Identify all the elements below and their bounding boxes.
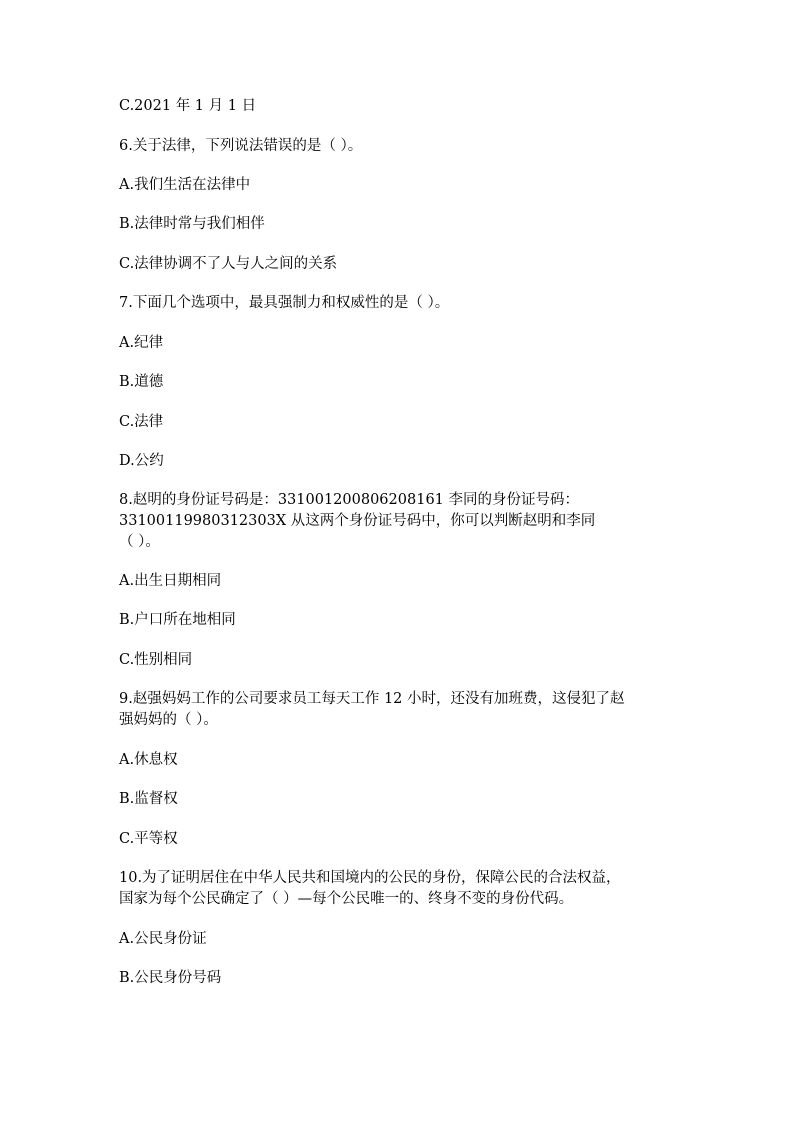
q6-question: 6.关于法律，下列说法错误的是（ ）。	[119, 138, 363, 154]
q10-question-line2: 国家为每个公民确定了（ ）—每个公民唯一的、终身不变的身份代码。	[119, 891, 574, 907]
q6-option-c: C.法律协调不了人与人之间的关系	[119, 256, 338, 272]
q9-option-b: B.监督权	[119, 791, 178, 807]
q8-question-line3: （ ）。	[119, 534, 160, 550]
q10-question-line1: 10.为了证明居住在中华人民共和国境内的公民的身份，保障公民的合法权益，	[119, 870, 621, 886]
q9-option-c: C.平等权	[119, 831, 178, 847]
q7-option-c: C.法律	[119, 414, 164, 430]
q7-option-b: B.道德	[119, 374, 164, 390]
q8-option-c: C.性别相同	[119, 652, 193, 668]
q8-question-line2: 33100119980312303X 从这两个身份证号码中，你可以判断赵明和李同	[119, 513, 596, 529]
q8-option-b: B.户口所在地相同	[119, 612, 236, 628]
q9-question-line2: 强妈妈的（ ）。	[119, 712, 218, 728]
q9-question-line1: 9.赵强妈妈工作的公司要求员工每天工作 12 小时，还没有加班费，这侵犯了赵	[119, 691, 625, 707]
q8-question-line1: 8.赵明的身份证号码是：331001200806208161 李同的身份证号码：	[119, 492, 579, 508]
q10-option-b: B.公民身份号码	[119, 970, 222, 986]
q8-option-a: A.出生日期相同	[119, 573, 222, 589]
q10-option-a: A.公民身份证	[119, 931, 207, 947]
q7-option-a: A.纪律	[119, 335, 164, 351]
q6-option-b: B.法律时常与我们相伴	[119, 216, 265, 232]
q6-option-a: A.我们生活在法律中	[119, 177, 251, 193]
q5-option-c: C.2021 年 1 月 1 日	[119, 98, 257, 114]
q7-option-d: D.公约	[119, 453, 164, 469]
q9-option-a: A.休息权	[119, 752, 178, 768]
q7-question: 7.下面几个选项中，最具强制力和权威性的是（ ）。	[119, 295, 450, 311]
